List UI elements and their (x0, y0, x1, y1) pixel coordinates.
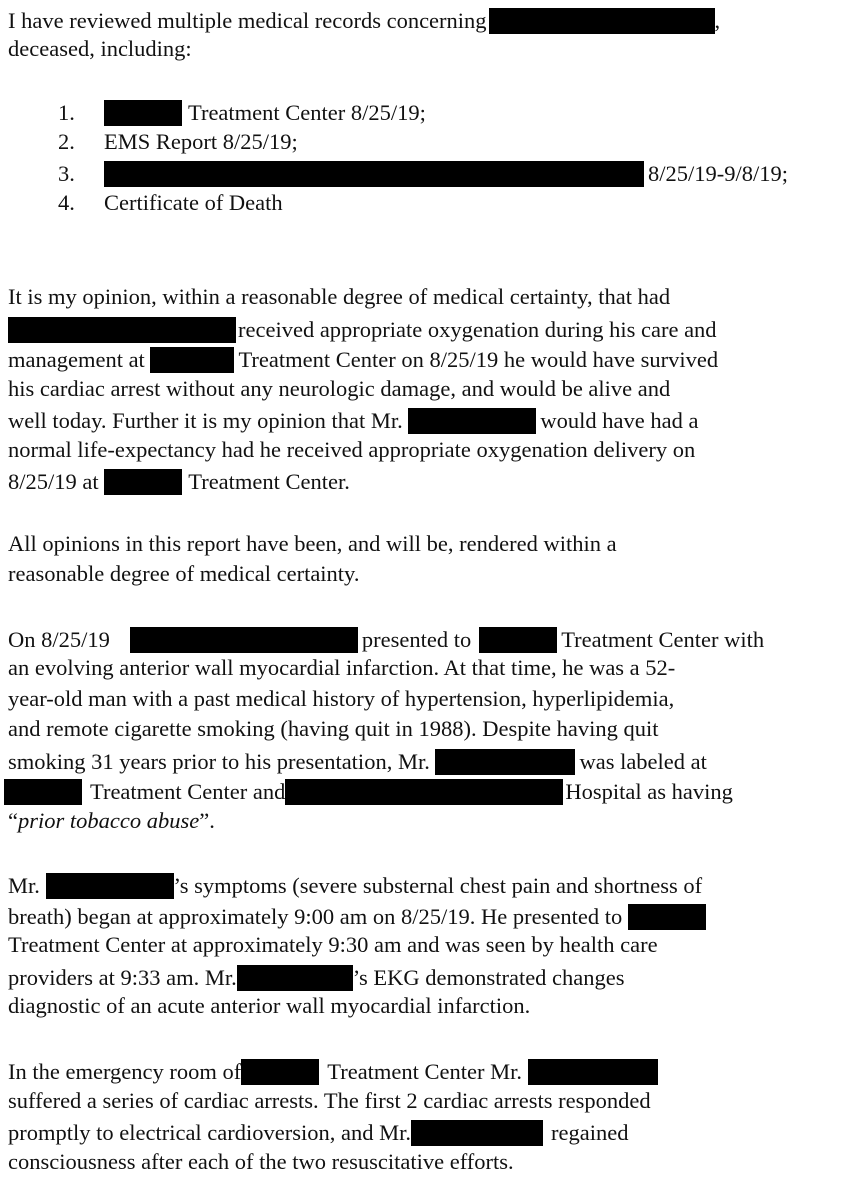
arrests-text: In the emergency room of (8, 1059, 242, 1084)
symptoms-line-4 (8, 965, 625, 991)
arrests-text: promptly to electrical cardioversion, and Mr. (8, 1120, 412, 1145)
record-text: Certificate of Death (104, 190, 283, 215)
certainty-line-1: All opinions in this report have been, and will be, rendered within a (8, 531, 617, 556)
intro-comma: , (714, 8, 721, 33)
record-number: 2. (58, 129, 75, 154)
arrests-line-2: suffered a series of cardiac arrests. The first 2 cardiac arrests responded (8, 1088, 651, 1113)
arrests-text: Treatment Center Mr. (327, 1059, 523, 1084)
opinion-line-3 (8, 347, 718, 373)
record-text: 8/25/19-9/8/19; (648, 161, 788, 186)
opinion-line-4: his cardiac arrest without any neurologic damage, and would be alive and (8, 376, 671, 401)
redaction-facility (241, 1059, 319, 1085)
redaction-facility (479, 627, 557, 653)
opinion-text: well today. Further it is my opinion that Mr. (8, 408, 403, 433)
symptoms-text: ’s symptoms (severe substernal chest pain and shortness of (173, 873, 703, 898)
redaction-facility (104, 100, 182, 126)
opinion-text: 8/25/19 at (8, 469, 99, 494)
record-item-4 (58, 192, 283, 215)
symptoms-line-1 (8, 873, 702, 899)
opinion-text: would have had a (540, 408, 699, 433)
presentation-text: Hospital as having (565, 779, 733, 804)
record-item-3 (58, 161, 788, 187)
quote-open: “ (8, 808, 18, 833)
redaction-hospital (285, 779, 563, 805)
quoted-phrase: prior tobacco abuse (18, 808, 200, 833)
redaction-patient-name (8, 317, 236, 343)
arrests-line-4: consciousness after each of the two resuscitative efforts. (8, 1149, 514, 1174)
presentation-line-6 (4, 779, 733, 805)
redaction-surname (435, 749, 575, 775)
opinion-line-7 (8, 469, 350, 495)
presentation-text: Treatment Center with (561, 627, 765, 652)
presentation-text: On 8/25/19 (8, 627, 110, 652)
intro-line-1 (8, 8, 720, 34)
record-number: 4. (58, 190, 75, 215)
redaction-surname (411, 1120, 543, 1146)
presentation-line-1 (8, 627, 764, 653)
presentation-line-3: year-old man with a past medical history of hypertension, hyperlipidemia, (8, 686, 675, 711)
opinion-line-1: It is my opinion, within a reasonable degree of medical certainty, that had (8, 284, 671, 309)
presentation-line-5 (8, 749, 707, 775)
redaction-surname (46, 873, 174, 899)
presentation-line-2: an evolving anterior wall myocardial infarction. At that time, he was a 52- (8, 655, 676, 680)
symptoms-text: ’s EKG demonstrated changes (352, 965, 625, 990)
record-number: 1. (58, 100, 75, 125)
record-item-1 (58, 100, 426, 126)
quote-close: ”. (199, 808, 215, 833)
redaction-hospital (104, 161, 644, 187)
presentation-text: presented to (361, 627, 472, 652)
opinion-line-2 (8, 317, 717, 343)
arrests-text: regained (551, 1120, 629, 1145)
symptoms-line-2 (8, 904, 706, 930)
redaction-surname (237, 965, 353, 991)
symptoms-text: providers at 9:33 am. Mr. (8, 965, 237, 990)
presentation-text: was labeled at (579, 749, 707, 774)
redaction-surname (528, 1059, 658, 1085)
opinion-text: received appropriate oxygenation during his care and (238, 317, 717, 342)
record-number: 3. (58, 161, 75, 186)
symptoms-line-3: Treatment Center at approximately 9:30 am and was seen by health care (8, 932, 658, 957)
symptoms-text: Mr. (8, 873, 40, 898)
redaction-surname (408, 408, 536, 434)
redaction-facility (628, 904, 706, 930)
intro-line-2: deceased, including: (8, 36, 192, 61)
symptoms-line-5: diagnostic of an acute anterior wall myocardial infarction. (8, 993, 531, 1018)
redaction-facility (150, 347, 234, 373)
record-text: Treatment Center 8/25/19; (188, 100, 426, 125)
presentation-line-4: and remote cigarette smoking (having quit in 1988). Despite having quit (8, 716, 659, 741)
symptoms-text: breath) began at approximately 9:00 am on 8/25/19. He presented to (8, 904, 623, 929)
presentation-text: Treatment Center and (90, 779, 286, 804)
presentation-text: smoking 31 years prior to his presentation, Mr. (8, 749, 430, 774)
redaction-facility (104, 469, 182, 495)
opinion-line-6: normal life-expectancy had he received appropriate oxygenation delivery on (8, 437, 696, 462)
redaction-patient-name (489, 8, 715, 34)
opinion-line-5 (8, 408, 698, 434)
redaction-facility (4, 779, 82, 805)
opinion-text: Treatment Center on 8/25/19 he would have survived (238, 347, 719, 372)
presentation-line-7 (8, 810, 215, 833)
record-item-2 (58, 131, 298, 154)
redaction-patient-name (130, 627, 358, 653)
record-text: EMS Report 8/25/19; (104, 129, 298, 154)
opinion-text: Treatment Center. (188, 469, 350, 494)
intro-text: I have reviewed multiple medical records concerning (8, 8, 487, 33)
arrests-line-3 (8, 1120, 628, 1146)
certainty-line-2: reasonable degree of medical certainty. (8, 561, 360, 586)
opinion-text: management at (8, 347, 145, 372)
arrests-line-1 (8, 1059, 658, 1085)
